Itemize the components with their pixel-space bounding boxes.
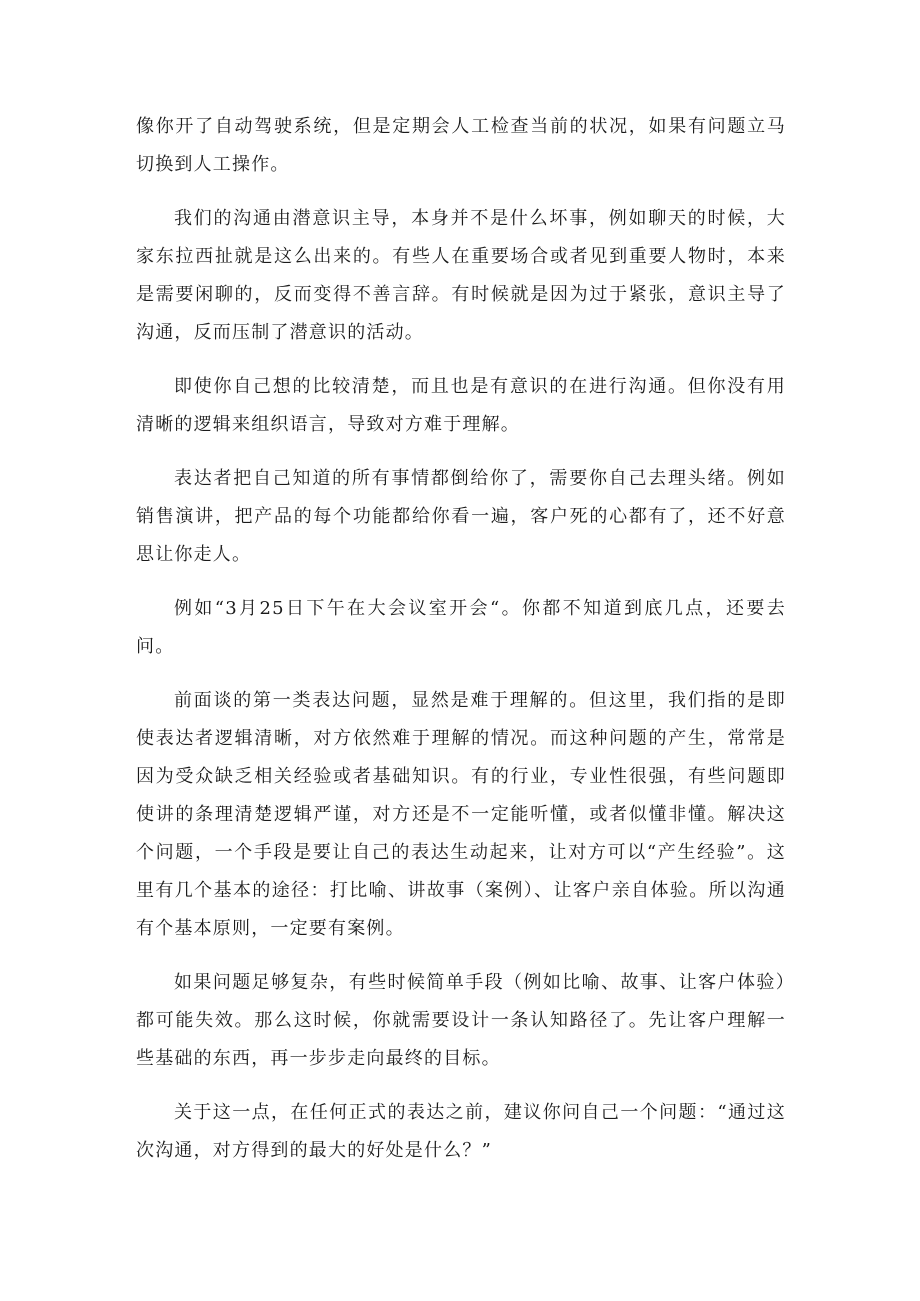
- paragraph: 关于这一点，在任何正式的表达之前，建议你问自己一个问题：“通过这次沟通，对方得到的最大的好处是什么？”: [136, 1102, 786, 1161]
- paragraph: 前面谈的第一类表达问题，显然是难于理解的。但这里，我们指的是即使表达者逻辑清晰，对方依然难于理解的情况。而这种问题的产生，常常是因为受众缺乏相关经验或者基础知识。有的行业，专业性很强，有些问题即使讲的条理清楚逻辑严谨，对方还是不一定能听懂，或者似懂非懂。解决这个问题，一个手段是要让自己的表达生动起来，让对方可以“产生经验”。这里有几个基本的途径：打比喻、讲故事（案例）、让客户亲自体验。所以沟通有个基本原则，一定要有案例。: [136, 690, 786, 939]
- paragraph: 即使你自己想的比较清楚，而且也是有意识的在进行沟通。但你没有用清晰的逻辑来组织语言，导致对方难于理解。: [136, 376, 786, 435]
- paragraph: 如果问题足够复杂，有些时候简单手段（例如比喻、故事、让客户体验）都可能失效。那么这时候，你就需要设计一条认知路径了。先让客户理解一些基础的东西，再一步步走向最终的目标。: [136, 972, 786, 1069]
- document-body: [136, 108, 786, 1186]
- paragraph: 我们的沟通由潜意识主导，本身并不是什么坏事，例如聊天的时候，大家东拉西扯就是这么出来的。有些人在重要场合或者见到重要人物时，本来是需要闲聊的，反而变得不善言辞。有时候就是因为过于紧张，意识主导了沟通，反而压制了潜意识的活动。: [136, 208, 786, 343]
- paragraph: 像你开了自动驾驶系统，但是定期会人工检查当前的状况，如果有问题立马切换到人工操作。: [136, 116, 786, 175]
- paragraph: 例如“3月25日下午在大会议室开会“。你都不知道到底几点，还要去问。: [136, 598, 786, 657]
- paragraph: 表达者把自己知道的所有事情都倒给你了，需要你自己去理头绪。例如销售演讲，把产品的每个功能都给你看一遍，客户死的心都有了，还不好意思让你走人。: [136, 468, 786, 565]
